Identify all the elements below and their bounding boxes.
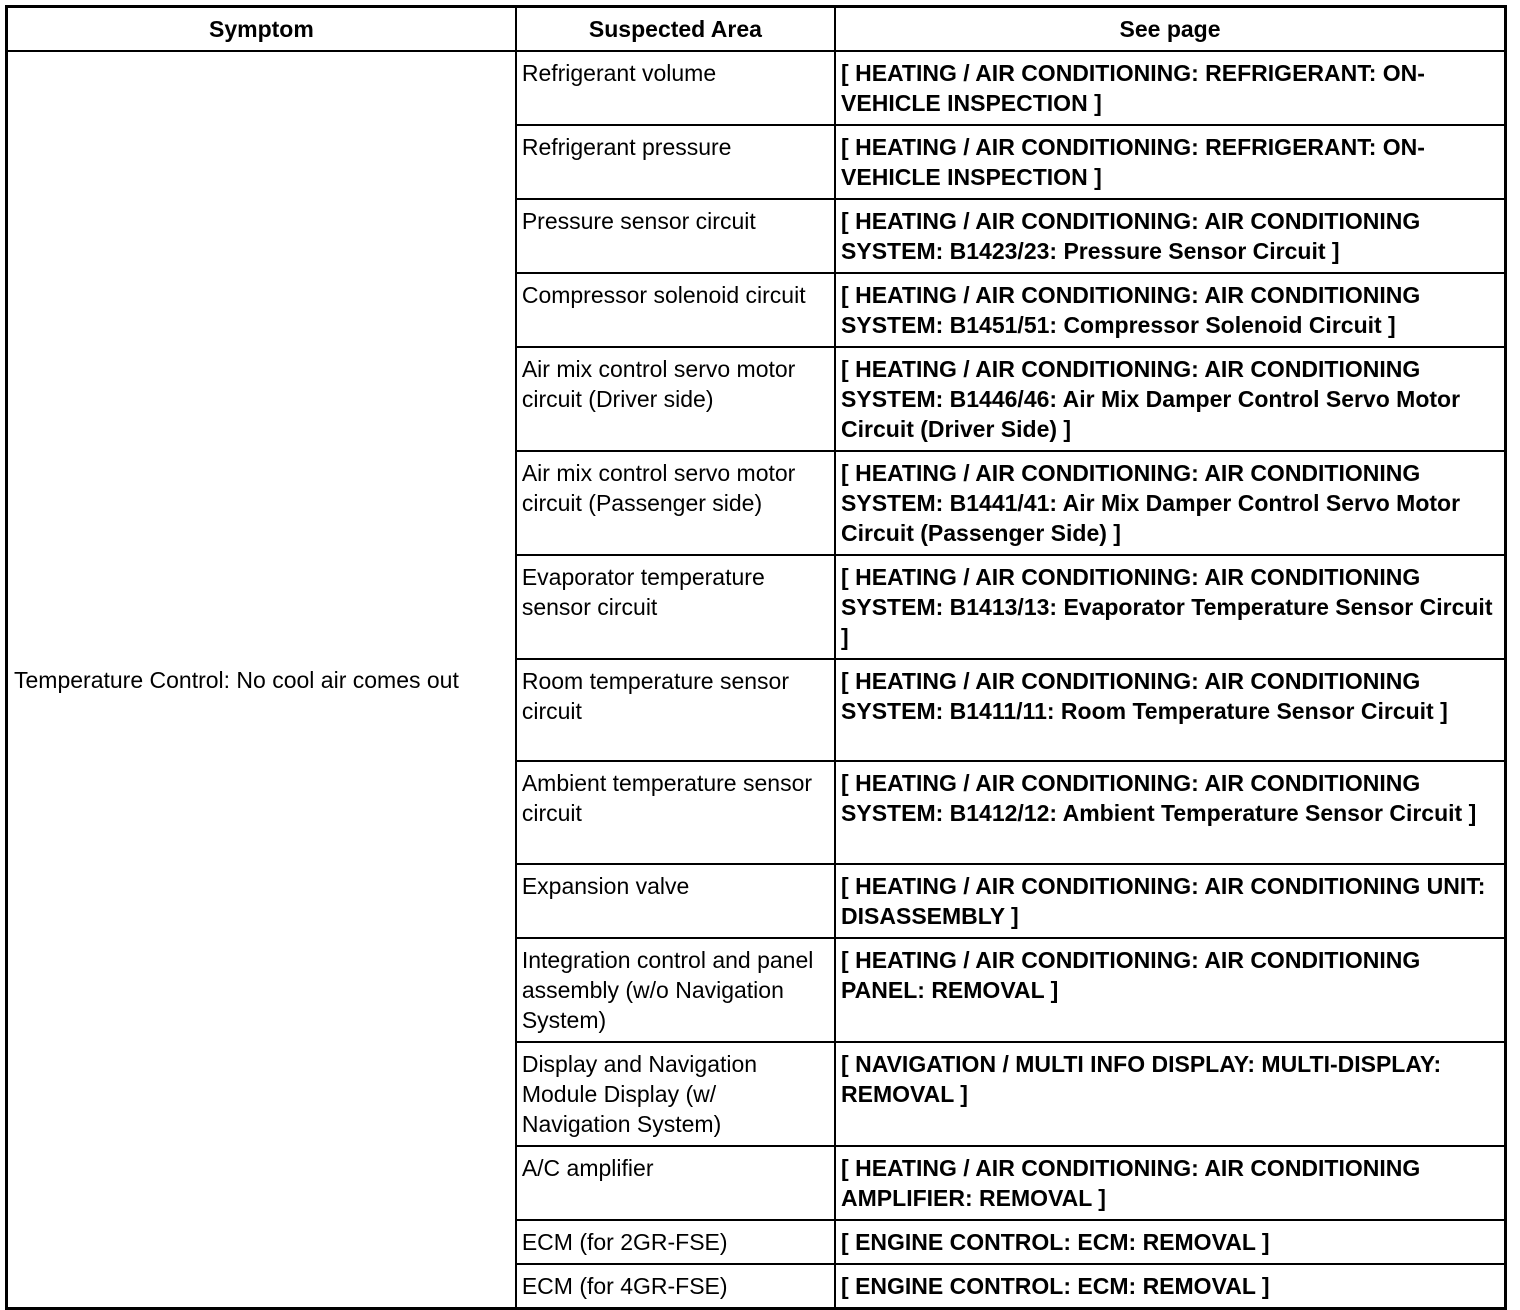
see-page-cell: [ HEATING / AIR CONDITIONING: AIR CONDITIONING PANEL: REMOVAL ]: [835, 938, 1505, 1042]
see-page-cell: [ HEATING / AIR CONDITIONING: AIR CONDITIONING SYSTEM: B1446/46: Air Mix Damper Control Servo Motor Circuit (Driver Side) ]: [835, 347, 1505, 451]
suspected-area-cell: Refrigerant pressure: [516, 125, 835, 199]
see-page-cell: [ HEATING / AIR CONDITIONING: AIR CONDITIONING SYSTEM: B1411/11: Room Temperature Sensor Circuit ]: [835, 659, 1505, 761]
see-page-cell: [ HEATING / AIR CONDITIONING: AIR CONDITIONING SYSTEM: B1413/13: Evaporator Temperature Sensor Circuit ]: [835, 555, 1505, 659]
table-body: [7, 51, 1506, 1309]
header-symptom: Symptom: [7, 7, 516, 52]
table-header: [7, 7, 1506, 52]
suspected-area-cell: Air mix control servo motor circuit (Passenger side): [516, 451, 835, 555]
see-page-cell: [ HEATING / AIR CONDITIONING: AIR CONDITIONING AMPLIFIER: REMOVAL ]: [835, 1146, 1505, 1220]
see-page-cell: [ ENGINE CONTROL: ECM: REMOVAL ]: [835, 1264, 1505, 1309]
suspected-area-cell: Compressor solenoid circuit: [516, 273, 835, 347]
suspected-area-cell: Display and Navigation Module Display (w/ Navigation System): [516, 1042, 835, 1146]
suspected-area-cell: Integration control and panel assembly (w/o Navigation System): [516, 938, 835, 1042]
see-page-cell: [ HEATING / AIR CONDITIONING: REFRIGERANT: ON-VEHICLE INSPECTION ]: [835, 125, 1505, 199]
suspected-area-cell: A/C amplifier: [516, 1146, 835, 1220]
see-page-cell: [ HEATING / AIR CONDITIONING: AIR CONDITIONING SYSTEM: B1423/23: Pressure Sensor Circuit ]: [835, 199, 1505, 273]
see-page-cell: [ ENGINE CONTROL: ECM: REMOVAL ]: [835, 1220, 1505, 1264]
suspected-area-cell: Room temperature sensor circuit: [516, 659, 835, 761]
header-see-page: See page: [835, 7, 1505, 52]
suspected-area-cell: Ambient temperature sensor circuit: [516, 761, 835, 864]
table-row: [7, 51, 1506, 125]
suspected-area-cell: Air mix control servo motor circuit (Driver side): [516, 347, 835, 451]
suspected-area-cell: Pressure sensor circuit: [516, 199, 835, 273]
suspected-area-cell: ECM (for 4GR-FSE): [516, 1264, 835, 1309]
suspected-area-cell: Expansion valve: [516, 864, 835, 938]
troubleshooting-table: [5, 5, 1507, 1310]
see-page-cell: [ HEATING / AIR CONDITIONING: REFRIGERANT: ON-VEHICLE INSPECTION ]: [835, 51, 1505, 125]
header-suspected-area: Suspected Area: [516, 7, 835, 52]
see-page-cell: [ NAVIGATION / MULTI INFO DISPLAY: MULTI-DISPLAY: REMOVAL ]: [835, 1042, 1505, 1146]
suspected-area-cell: ECM (for 2GR-FSE): [516, 1220, 835, 1264]
symptom-cell: Temperature Control: No cool air comes out: [7, 51, 516, 1309]
see-page-cell: [ HEATING / AIR CONDITIONING: AIR CONDITIONING SYSTEM: B1451/51: Compressor Solenoid Circuit ]: [835, 273, 1505, 347]
see-page-cell: [ HEATING / AIR CONDITIONING: AIR CONDITIONING UNIT: DISASSEMBLY ]: [835, 864, 1505, 938]
suspected-area-cell: Refrigerant volume: [516, 51, 835, 125]
header-row: [7, 7, 1506, 52]
see-page-cell: [ HEATING / AIR CONDITIONING: AIR CONDITIONING SYSTEM: B1412/12: Ambient Temperature Sensor Circuit ]: [835, 761, 1505, 864]
see-page-cell: [ HEATING / AIR CONDITIONING: AIR CONDITIONING SYSTEM: B1441/41: Air Mix Damper Control Servo Motor Circuit (Passenger Side) ]: [835, 451, 1505, 555]
suspected-area-cell: Evaporator temperature sensor circuit: [516, 555, 835, 659]
